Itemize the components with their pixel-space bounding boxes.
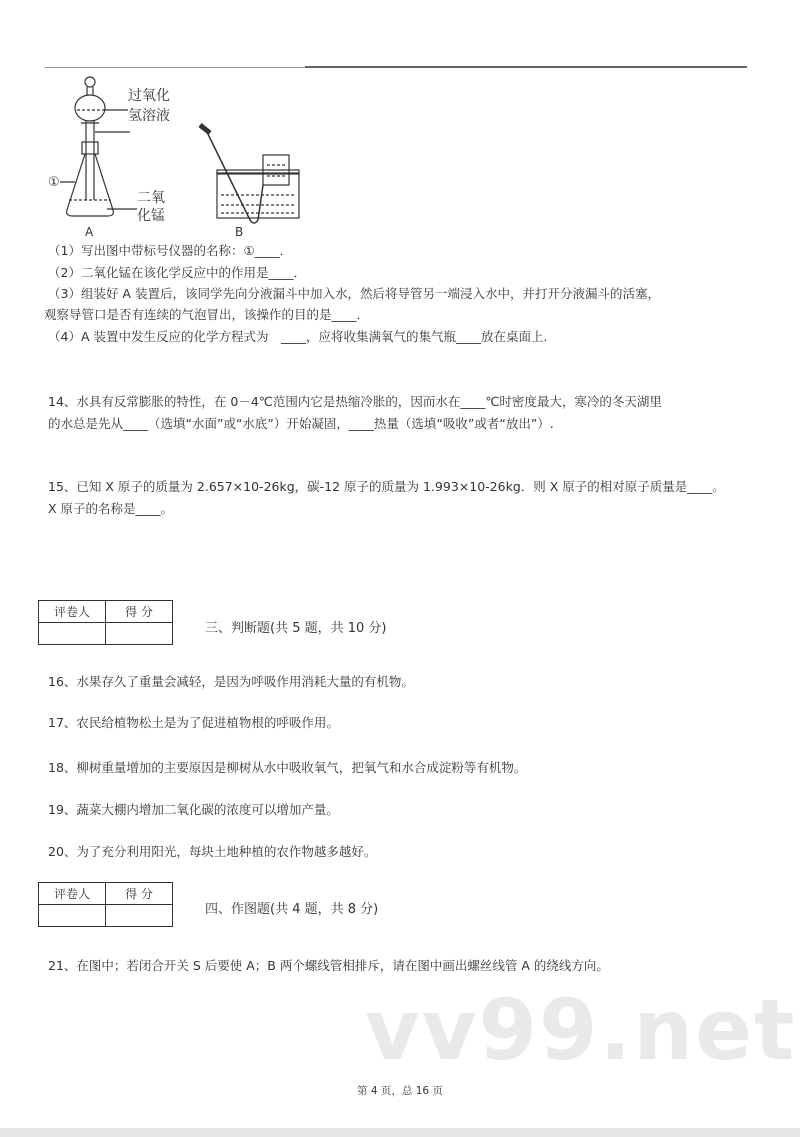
score-cell [106, 623, 173, 645]
grader-cell [39, 905, 106, 927]
label-h2o2-line2: 氢溶液 [128, 108, 170, 124]
q19: 19、蔬菜大棚内增加二氧化碳的浓度可以增加产量。 [48, 802, 339, 817]
score-header: 得 分 [106, 883, 173, 905]
q13-sub1: （1）写出图中带标号仪器的名称：①____． [48, 243, 293, 258]
q15-line2: X 原子的名称是____。 [48, 501, 174, 516]
grader-table-2 [38, 882, 173, 927]
apparatus-figure [45, 70, 345, 240]
watermark: vv99.net [365, 981, 797, 1079]
label-b: B [235, 225, 244, 239]
q13-sub3: （3）组装好 A 装置后，该同学先向分液漏斗中加入水，然后将导管另一端浸入水中，并打开分液漏斗的活塞， [48, 286, 660, 301]
q18: 18、柳树重量增加的主要原因是柳树从水中吸收氧气，把氧气和水合成淀粉等有机物。 [48, 760, 527, 775]
grader-header: 评卷人 [39, 883, 106, 905]
q15-line1: 15、已知 X 原子的质量为 2.657×10-26kg，碳-12 原子的质量为 1.993×10-26kg．则 X 原子的相对原子质量是____。 [48, 479, 725, 494]
score-cell [106, 905, 173, 927]
section-3-title: 三、判断题(共 5 题，共 10 分) [205, 621, 387, 636]
page-footer: 第 4 页，总 16 页 [357, 1085, 443, 1097]
q13-sub3-cont: 观察导管口是否有连续的气泡冒出，该操作的目的是____． [44, 307, 370, 322]
bottom-band [0, 1128, 800, 1137]
label-instrument-1: ① [48, 175, 60, 190]
q13-sub2: （2）二氧化锰在该化学反应中的作用是____． [48, 265, 306, 280]
label-mno2: 二氧 [137, 190, 165, 206]
section-4-title: 四、作图题(共 4 题，共 8 分) [205, 902, 379, 917]
label-a: A [85, 225, 94, 239]
q14-line1: 14、水具有反常膨胀的特性，在 0－4℃范围内它是热缩冷胀的，因而水在____℃时密度最大，寒冷的冬天湖里 [48, 394, 662, 409]
q14-line2: 的水总是先从____（选填“水面”或“水底”）开始凝固，____热量（选填“吸收”或者“放出”）. [48, 416, 554, 431]
header-rule-dark [305, 66, 747, 68]
q20: 20、为了充分利用阳光，每块土地种植的农作物越多越好。 [48, 844, 377, 859]
q13-sub4: （4）A 装置中发生反应的化学方程式为 ____，应将收集满氧气的集气瓶____放在桌面上． [48, 329, 556, 344]
label-h2o2: 过氧化 [128, 88, 170, 104]
grader-header: 评卷人 [39, 601, 106, 623]
q21: 21、在图中；若闭合开关 S 后要使 A；B 两个螺线管相排斥，请在图中画出螺丝线管 A 的绕线方向。 [48, 958, 609, 973]
grader-table [38, 600, 173, 645]
label-mno2-line2: 化锰 [137, 208, 165, 224]
grader-cell [39, 623, 106, 645]
q17: 17、农民给植物松土是为了促进植物根的呼吸作用。 [48, 715, 339, 730]
q16: 16、水果存久了重量会减轻，是因为呼吸作用消耗大量的有机物。 [48, 674, 414, 689]
score-header: 得 分 [106, 601, 173, 623]
header-rule [45, 67, 305, 68]
